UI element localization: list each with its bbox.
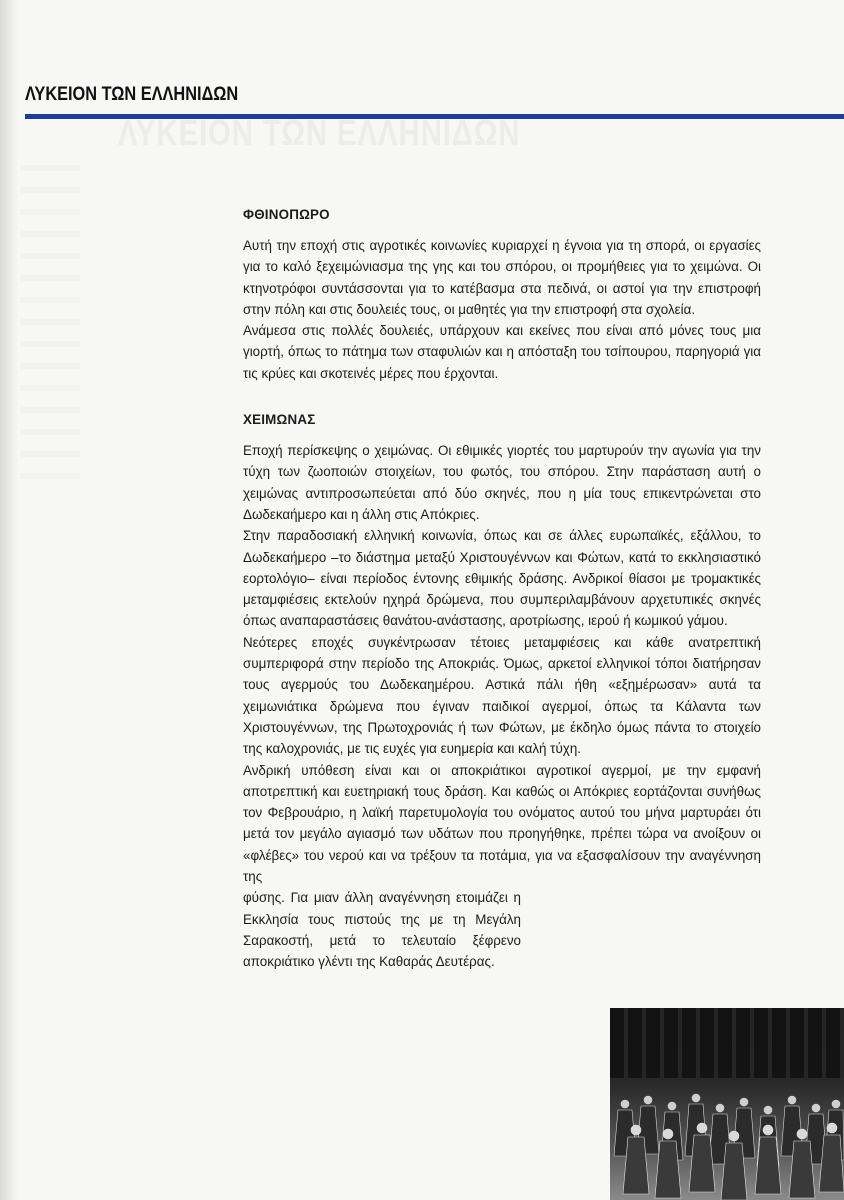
article-body — [243, 205, 761, 973]
autumn-paragraph-2: Ανάμεσα στις πολλές δουλειές, υπάρχουν και εκείνες που είναι από μόνες τους μια γιορτή, όπως το πάτημα των σταφυλιών και η απόσταξη του τσίπουρου, παρηγοριά για τις κρύες και σκοτεινές μέρες που έρχονται. — [243, 323, 761, 381]
section-heading-autumn: ΦΘΙΝΟΠΩΡΟ — [243, 207, 330, 222]
section-heading-winter: ΧΕΙΜΩΝΑΣ — [243, 412, 316, 428]
dancers-illustration — [610, 1086, 844, 1200]
stage-backdrop — [610, 1008, 844, 1078]
winter-paragraph-4: Ανδρική υπόθεση είναι και οι αποκριάτικοι αγροτικοί αγερμοί, με την εμφανή αποτρεπτική και ευετηριακή τους δράση. Και καθώς οι Απόκριες εορτάζονται συνήθως τον Φεβρουάριο, η λαϊκή παρετυμολογία του ονόματος αυτού του μήνα μαρτυράει ότι μετά τον μεγάλο αγιασμό των υδάτων που προηγήθηκε, πρέπει τώρα να ανοίξουν οι «φλέβες» του νερού και να τρέξουν τα ποτάμια, για να εξασφαλίσουν την αναγέννηση της — [243, 762, 761, 885]
autumn-paragraph-1: Αυτή την εποχή στις αγροτικές κοινωνίες κυριαρχεί η έγνοια για τη σπορά, οι εργασίες για το καλό ξεχειμώνιασμα της γης και του σπόρου, οι προμήθειες για το χειμώνα. Οι κτηνοτρόφοι συντάσσονται για το κατέβασμα στα πεδινά, οι αστοί για την επιστροφή στην πόλη και στις δουλειές τους, οι μαθητές για την επιστροφή στα σχολεία. — [243, 238, 761, 317]
winter-paragraph-narrow: φύσης. Για μιαν άλλη αναγέννηση ετοιμάζει η Εκκλησία τους πιστούς της με τη Μεγάλη Σαρακοστή, μετά το τελευταίο ξέφρενο αποκριάτικο γλέντι της Καθαράς Δευτέρας. — [243, 890, 521, 970]
page-binding-shadow — [0, 0, 18, 1200]
winter-paragraph-3: Νεότερες εποχές συγκέντρωσαν τέτοιες μεταμφιέσεις και κάθε ανατρεπτική συμπεριφορά στην περίοδο της Αποκριάς. Όμως, αρκετοί ελληνικοί τόποι διατήρησαν τους αγερμούς του Δωδεκαημέρου. Αστικά πάλι ήθη «εξημέρωσαν» αυτά τα χειμωνιάτικα δρώμενα που έγιναν παιδικοί αγερμοί, όπως τα Κάλαντα των Χριστουγέννων, της Πρωτοχρονιάς ή των Φώτων, με έκδηλο όμως πάντα το στοιχείο της καλοχρονιάς, με τις ευχές για ευημερία και καλή τύχη. — [243, 634, 761, 757]
winter-paragraph-2: Στην παραδοσιακή ελληνική κοινωνία, όπως και σε άλλες ευρωπαϊκές, εξάλλου, το Δωδεκαήμερο –το διάστημα μεταξύ Χριστουγέννων και Φώτων, κατά το εκκλησιαστικό εορτολόγιο– είναι περίοδος έντονης εθιμικής δράσης. Ανδρικοί θίασοι με τρομακτικές μεταμφιέσεις εκτελούν ηχηρά δρώμενα, που συμπεριλαμβάνουν αρχετυπικές σκηνές όπως αναπαραστάσεις θανάτου-ανάστασης, αροτρίωσης, ιερού ή κωμικού γάμου. — [243, 528, 761, 629]
winter-paragraph-1: Εποχή περίσκεψης ο χειμώνας. Οι εθιμικές γιορτές του μαρτυρούν την αγωνία για την τύχη των ζωοποιών στοιχείων, του φωτός, του σπόρου. Στην παράσταση αυτή ο χειμώνας αντιπροσωπεύεται από δύο σκηνές, που η μία τους επικεντρώνεται στο Δωδεκαήμερο και η άλλη στις Απόκριες. — [243, 443, 761, 522]
page-header-title: ΛΥΚΕΙΟΝ ΤΩΝ ΕΛΛΗΝΙΔΩΝ — [25, 84, 239, 105]
bleed-through-text — [20, 165, 80, 485]
header-watermark: ΛΥΚΕΙΟΝ ΤΩΝ ΕΛΛΗΝΙΔΩΝ — [118, 112, 521, 153]
folk-dance-photo — [610, 1008, 844, 1200]
